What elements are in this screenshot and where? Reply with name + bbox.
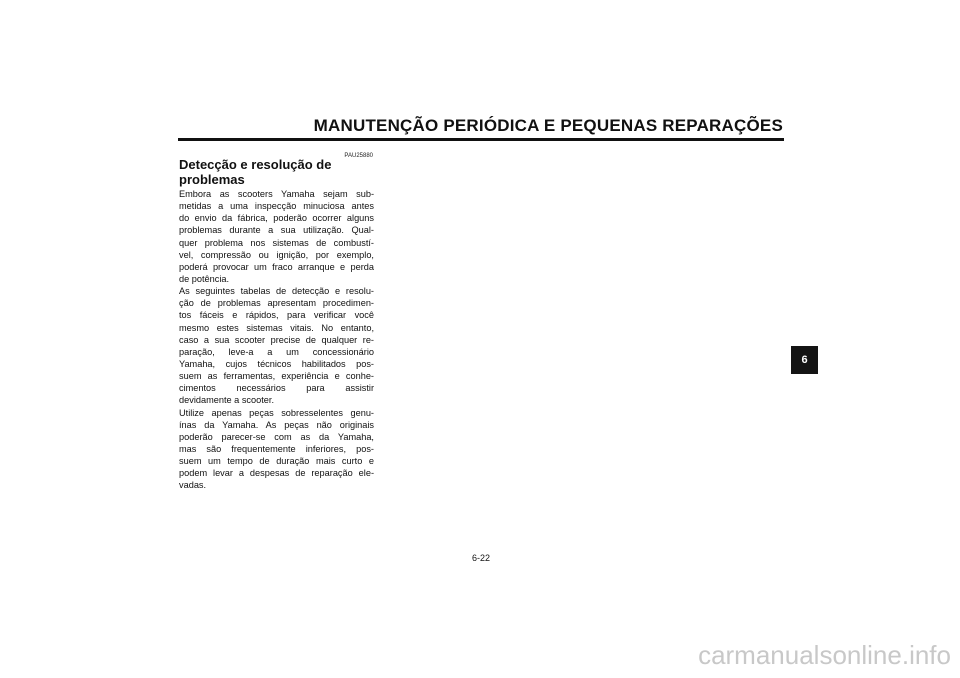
title-rule <box>178 138 784 141</box>
body-line: Embora as scooters Yamaha sejam sub- <box>179 189 374 199</box>
body-line: metidas a uma inspecção minuciosa antes <box>179 201 374 212</box>
body-line: Yamaha, cujos técnicos habilitados pos- <box>179 358 374 369</box>
body-line: cimentos necessários para assistir <box>179 383 374 394</box>
body-line: tos fáceis e rápidos, para verificar você <box>179 310 374 321</box>
page-number: 6-22 <box>471 553 490 563</box>
body-line: As seguintes tabelas de detecção e resolu- <box>179 286 374 297</box>
body-line: poderão parecer-se com as da Yamaha, <box>179 431 374 442</box>
body-line: do envio da fábrica, poderão ocorrer alguns <box>179 213 374 224</box>
section-body <box>179 188 374 492</box>
body-line: problemas durante a sua utilização. Qual- <box>179 225 374 236</box>
section-heading-line: problemas <box>179 172 245 187</box>
watermark-link[interactable]: carmanualsonline.info <box>698 640 951 670</box>
body-line: vadas. <box>179 480 207 491</box>
body-line: ínas da Yamaha. As peças não originais <box>179 419 374 430</box>
body-line: caso a sua scooter precise de qualquer re- <box>179 334 374 345</box>
section-code: PAU25880 <box>344 153 373 159</box>
body-line: mesmo estes sistemas vitais. No entanto, <box>179 322 374 333</box>
body-line: vel, compressão ou ignição, por exemplo, <box>179 249 374 260</box>
body-line: quer problema nos sistemas de combustí- <box>179 237 374 248</box>
section-heading <box>179 157 374 187</box>
body-line: devidamente a scooter. <box>179 395 274 406</box>
body-line: podem levar a despesas de reparação ele- <box>179 468 374 479</box>
body-line: Utilize apenas peças sobresselentes genu- <box>179 407 374 418</box>
body-line: suem um tempo de duração mais curto e <box>179 456 374 467</box>
body-line: paração, leve-a a um concessionário <box>179 346 374 357</box>
page-title: MANUTENÇÃO PERIÓDICA E PEQUENAS REPARAÇÕES <box>313 116 783 135</box>
body-line: ção de problemas apresentam procedimen- <box>179 298 374 309</box>
chapter-tab: 6 <box>791 346 818 374</box>
section-heading-line: Detecção e resolução de <box>179 157 332 172</box>
body-line: suem as ferramentas, experiência e conhe- <box>179 371 374 382</box>
body-line: mas são frequentemente inferiores, pos- <box>179 443 374 454</box>
body-line: poderá provocar um fraco arranque e perda <box>179 261 374 272</box>
body-line: de potência. <box>179 273 230 284</box>
